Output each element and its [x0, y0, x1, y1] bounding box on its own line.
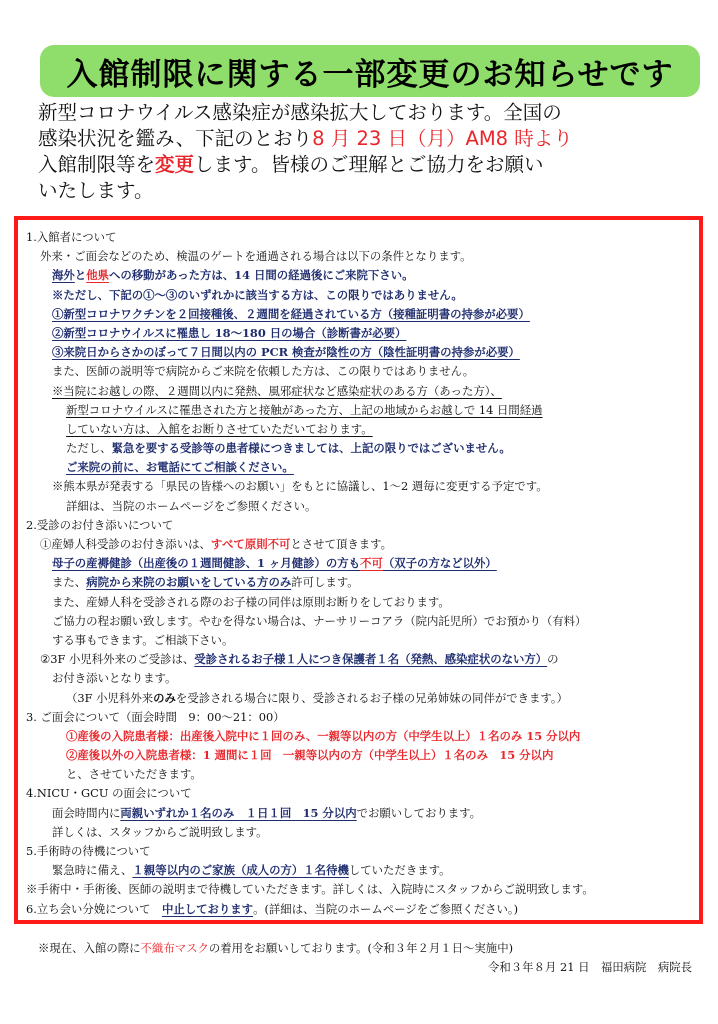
s1-exception-line: ※ただし、下記の①～③のいずれかに該当する方は、この限りではありません。	[52, 287, 463, 302]
s4-line: 詳しくは、スタッフからご説明致します。	[52, 824, 268, 839]
s2-text: 母子の産褥健診（出産後の１週間健診、1 ヶ月健診）の方も	[52, 556, 361, 571]
s3-rule-2: ②産後以外の入院患者様：1 週間に１回 一親等以内の方（中学生以上）１名のみ 15 分以内	[66, 748, 554, 763]
suspended-text: 中止しております	[161, 901, 254, 916]
section-5-heading: 5.手術時の待機について	[26, 844, 151, 858]
condition-3-text: ③来院日からさかのぼって７日間以内の PCR 検査が陰性の方（陰性証明書の持参が必要）	[52, 345, 520, 360]
intro-text: 感染状況を鑑み、下記のとおり	[38, 127, 313, 150]
signature: 令和３年８月 21 日 福田病院 病院長	[488, 960, 692, 974]
s2-line: また、産婦人科を受診される際のお子様の同伴は原則お断りをしております。	[52, 594, 450, 609]
section-6-heading	[26, 900, 702, 919]
other-prefecture-text: 他県	[86, 268, 109, 283]
s2-text: 許可します。	[291, 575, 359, 590]
s2-line: する事もできます。ご相談下さい。	[52, 632, 234, 647]
footer-text: ※現在、入館の際に	[38, 941, 141, 955]
s1-text: への移動があった方は、14 日間の経過後にご来院下さい。	[109, 268, 414, 283]
s1-condition-1	[26, 305, 702, 324]
s2-line	[26, 650, 702, 669]
section-1-heading: 1.入館者について	[26, 230, 117, 244]
s5-line	[26, 861, 702, 880]
intro-line-2	[38, 126, 706, 152]
s2-line	[26, 554, 702, 573]
phone-consult-text: ご来院の前に、お電話にてご相談ください。	[66, 460, 294, 475]
s2-text: （双子の方など以外）	[382, 556, 497, 571]
emergency-text: 緊急を要する受診等の患者様につきましては、上記の限りではございません。	[111, 441, 511, 456]
s4-text: でお願いしております。	[356, 805, 481, 820]
effective-date: 8 月 23 日（月）AM8 時より	[312, 127, 573, 150]
s1-line	[26, 401, 702, 420]
intro-line-1: 新型コロナウイルス感染症が感染拡大しております。全国の	[38, 101, 562, 124]
s2-line	[26, 689, 702, 708]
condition-1-text: ①新型コロナワクチンを２回接種後、２週間を経過されている方（接種証明書の持参が必要）	[52, 306, 530, 321]
s1-line: 詳細は、当院のホームページをご参照ください。	[66, 498, 317, 513]
s1-line	[26, 420, 702, 439]
s1-text: 新型コロナウイルスに罹患された方と接触があった方、上記の地域からお越しで 14 日間経過	[66, 402, 543, 417]
section-2-heading: 2.受診のお付き添いについて	[26, 517, 174, 532]
change-emphasis: 変更	[155, 153, 195, 176]
s3-rule-1: ①産後の入院患者様：出産後入院中に１回のみ、一親等以内の方（中学生以上）１名のみ 15 分以内	[66, 728, 581, 743]
s3-line: と、させていただきます。	[66, 767, 202, 782]
s1-line: 外来・ご面会などのため、検温のゲートを通過される場合は以下の条件となります。	[40, 249, 472, 264]
s1-text: ※当院にお越しの際、２週間以内に発熱、風邪症状など感染症状のある方（あった方）、	[52, 383, 502, 398]
s1-line: また、医師の説明等で病院からご来院を依頼した方は、この限りではありません。	[52, 364, 475, 379]
footer	[38, 939, 698, 977]
intro-line-3	[38, 152, 706, 178]
s4-text: 面会時間内に	[52, 805, 121, 820]
s5-text: していただきます。	[348, 863, 451, 878]
s2-text: とさせて頂きます。	[290, 537, 392, 551]
s2-text: また、	[52, 575, 87, 590]
s2-text: の	[547, 652, 559, 667]
mask-notice	[38, 939, 698, 958]
footer-text: の着用をお願いしております。(令和３年２月１日～実施中)	[208, 941, 514, 955]
section-4-heading: 4.NICU・GCU の面会について	[26, 786, 192, 801]
s6-text: 6.立ち会い分娩について	[26, 901, 162, 916]
s1-condition-3	[26, 343, 702, 362]
condition-2-text: ②新型コロナウイルスに罹患し 18～180 日の場合（診断書が必要）	[52, 325, 407, 340]
s5-line: ※手術中・手術後、医師の説明まで待機していただきます。詳しくは、入院時にスタッフからご説明致します。	[26, 882, 594, 897]
rules-content	[26, 228, 702, 919]
s1-condition-2	[26, 324, 702, 343]
s2-text: （3F 小児科外来	[66, 690, 154, 705]
s6-text: 。(詳細は、当院のホームページをご参照ください。)	[253, 901, 519, 916]
s1-travel-line	[26, 266, 702, 285]
s1-text: ただし、	[66, 441, 112, 456]
intro-text: 入館制限等を	[38, 153, 156, 176]
s2-line	[26, 573, 702, 592]
waiting-rule-text: １親等以内のご家族（成人の方）１名待機	[132, 863, 349, 878]
intro-text: します。皆様のご理解とご協力をお願い	[194, 153, 544, 176]
mask-text: 不織布マスク	[140, 941, 209, 955]
guardian-rule-text: 受診されるお子様１人につき保護者１名（発熱、感染症状のない方）	[194, 652, 548, 667]
s5-text: 緊急時に備え、	[52, 863, 133, 878]
s1-line	[26, 439, 702, 458]
s2-line: お付き添いとなります。	[52, 671, 177, 686]
s1-text: していない方は、入館をお断りさせていただいております。	[66, 421, 373, 436]
requested-only-text: 病院から来院のお願いをしている方のみ	[86, 575, 292, 590]
section-3-heading: 3. ご面会について（面会時間 9：00～21：00）	[26, 709, 285, 724]
s1-phone-line	[26, 458, 702, 477]
overseas-text: 海外	[52, 268, 75, 283]
s4-line	[26, 804, 702, 823]
s1-line	[26, 382, 702, 401]
s2-text: ①産婦人科受診のお付き添いは、	[40, 537, 211, 551]
not-allowed-text: 不可	[360, 556, 383, 571]
s2-line	[26, 535, 702, 554]
nicu-rule-text: 両親いずれか１名のみ １日１回 15 分以内	[120, 805, 357, 820]
intro-paragraph	[38, 100, 706, 204]
intro-line-4: いたします。	[38, 179, 154, 202]
not-allowed-text: すべて原則不可	[210, 537, 291, 551]
announcement-banner	[40, 45, 700, 97]
s2-line: ご協力の程お願い致します。やむを得ない場合は、ナーサリーコアラ（院内託児所）でお預かり（有料）	[52, 613, 587, 628]
s2-text: を受診される場合に限り、受診されるお子様の兄弟姉妹の同伴ができます。）	[175, 690, 568, 705]
s2-text: ②3F 小児科外来のご受診は、	[40, 652, 195, 667]
only-text: のみ	[153, 690, 176, 705]
s1-line: ※熊本県が発表する「県民の皆様へのお願い」をもとに協議し、1～2 週毎に変更する予定です。	[52, 479, 548, 494]
banner-title: 入館制限に関する一部変更のお知らせです	[66, 56, 674, 93]
s1-text: と	[74, 268, 87, 283]
